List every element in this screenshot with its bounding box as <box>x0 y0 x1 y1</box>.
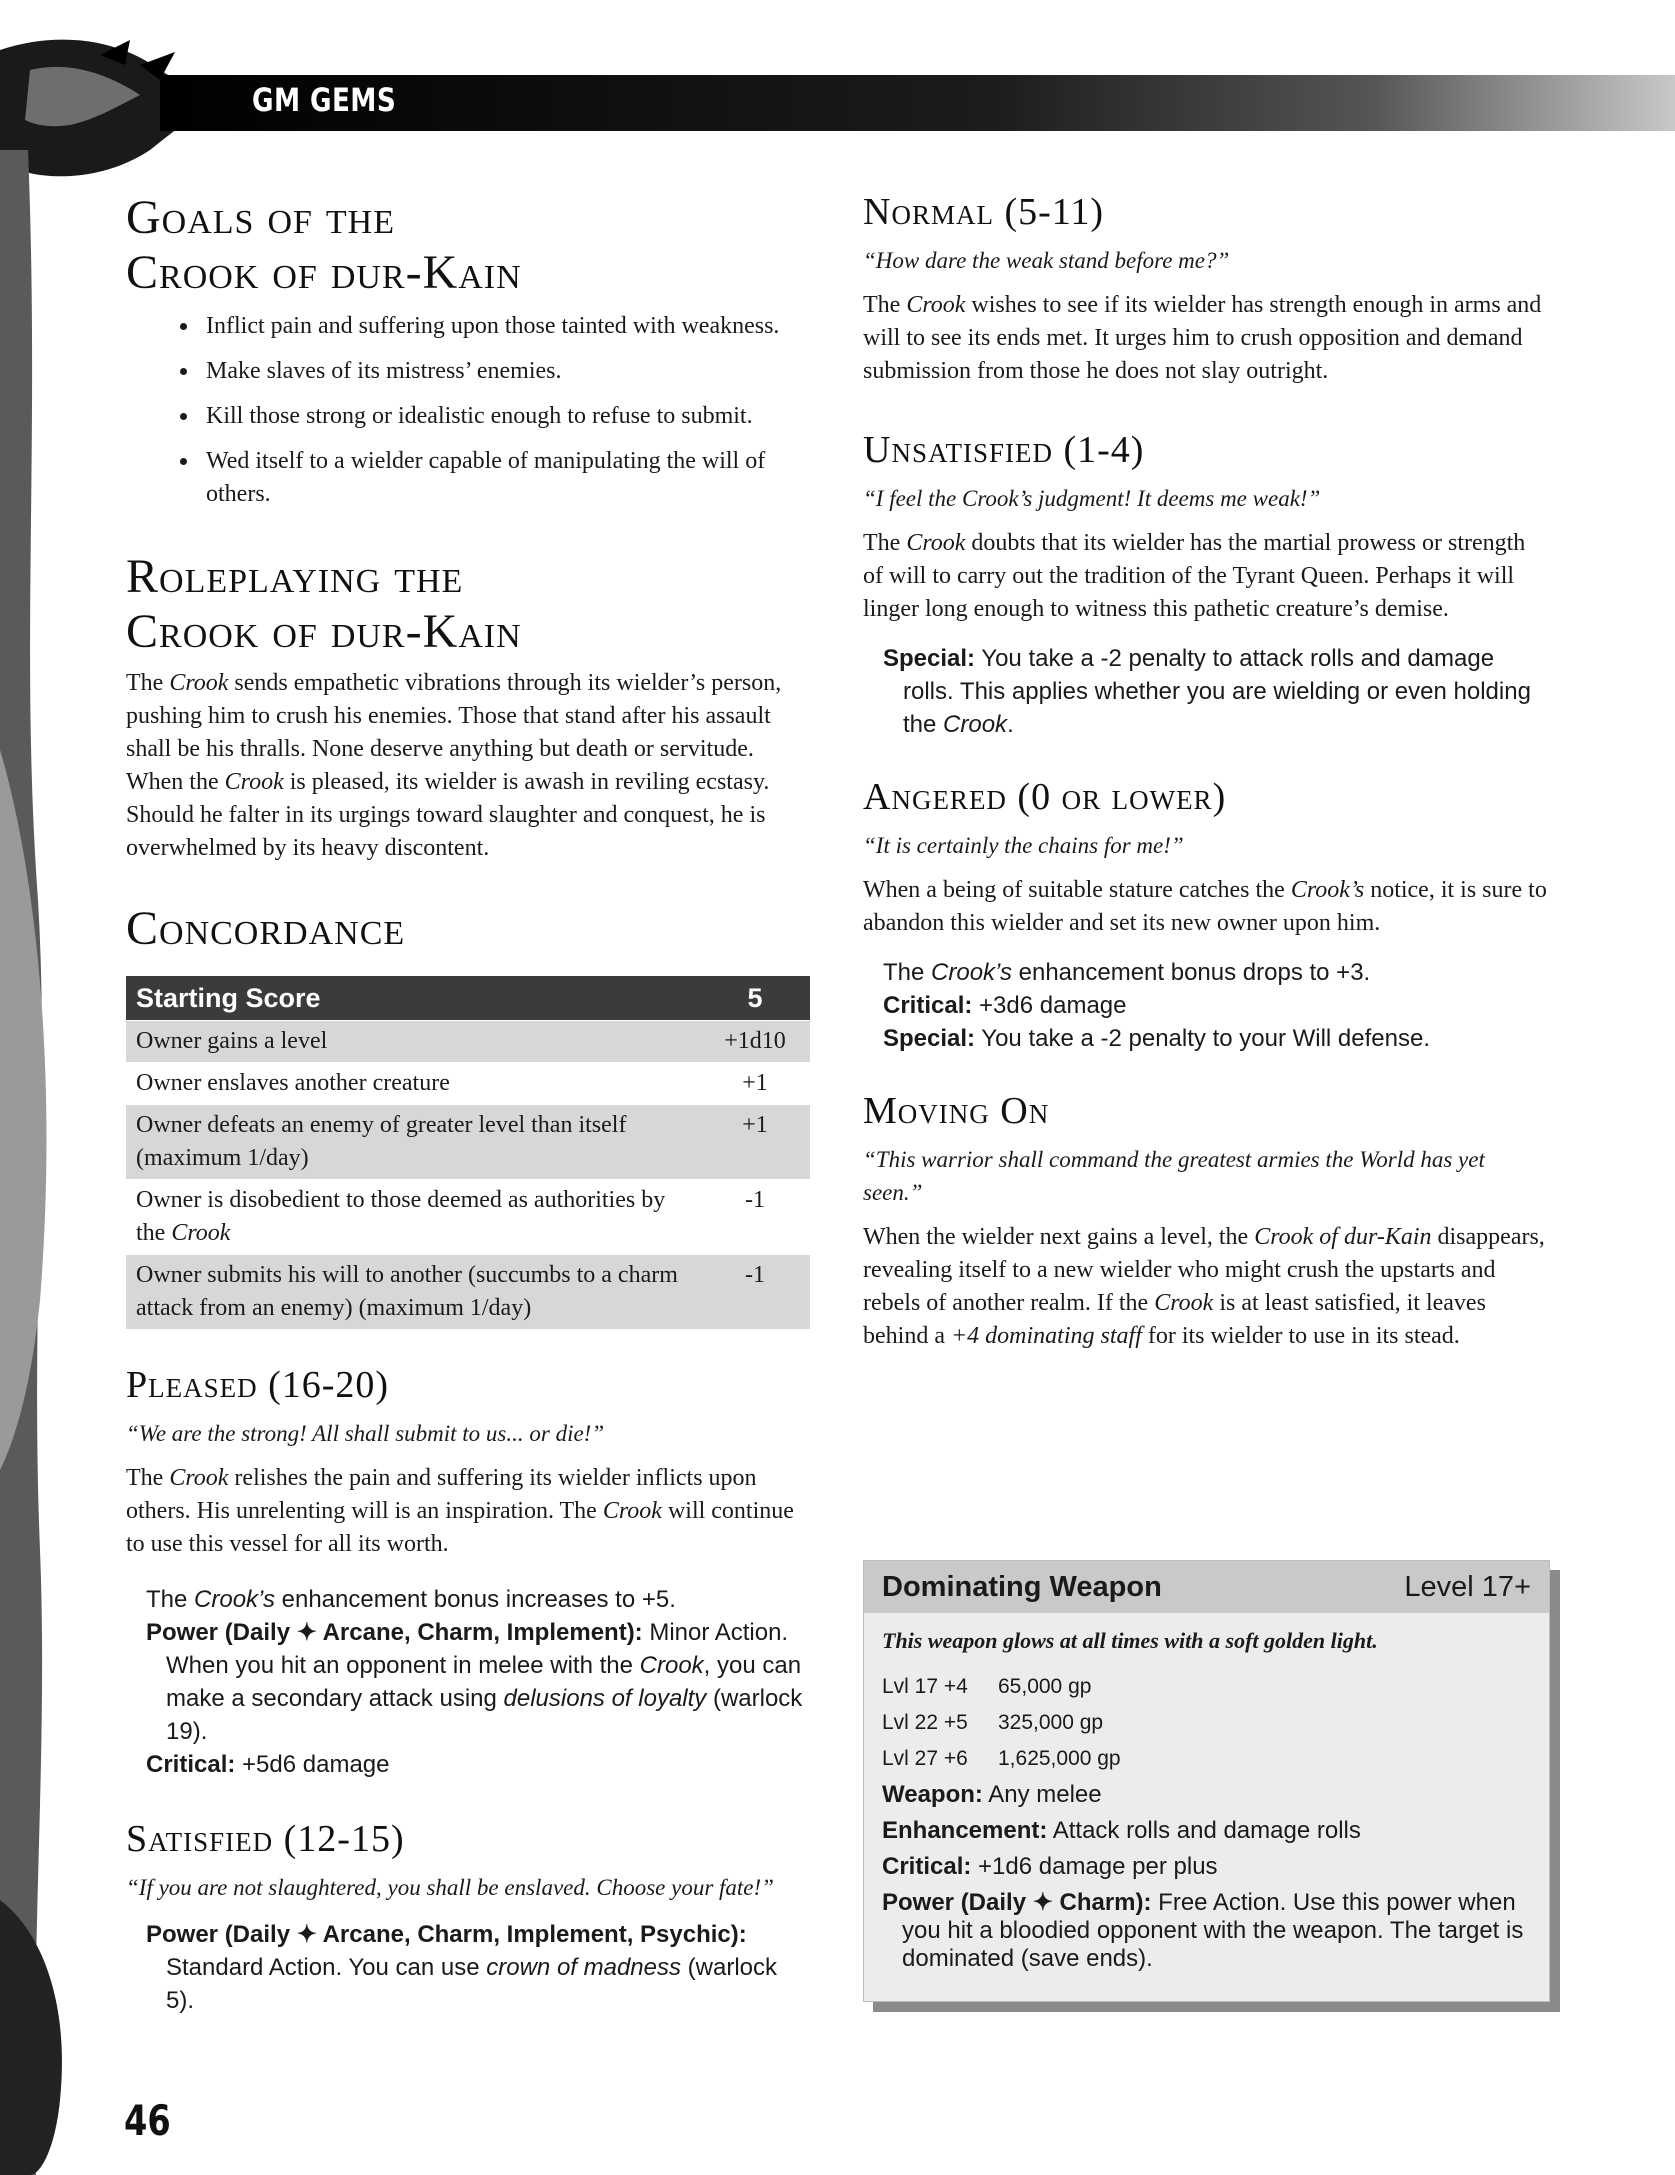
roleplaying-section <box>126 549 810 865</box>
table-cell-value: +1d10 <box>700 1021 810 1063</box>
rule-line <box>146 1918 810 2017</box>
table-cell-label <box>126 1180 700 1255</box>
roleplaying-paragraph <box>126 667 810 865</box>
item-tier-row <box>882 1705 1531 1741</box>
rule-label: Critical: <box>146 1751 236 1778</box>
goals-heading <box>126 190 810 300</box>
goals-list <box>126 310 810 511</box>
list-item: • Kill those strong or idealistic enough to refuse to submit. <box>200 400 810 433</box>
text-run-italic: Crook <box>943 711 1008 738</box>
table-row <box>126 1021 810 1063</box>
rule-label: Power (Daily ✦ Arcane, Charm, Implement, Psychic): <box>146 1921 747 1948</box>
tier-level: Lvl 27 +6 <box>882 1747 968 1770</box>
list-item: • Inflict pain and suffering upon those tainted with weakness. <box>200 310 810 343</box>
rule-label: Special: <box>883 645 976 672</box>
text-run: enhancement bonus increases to +5. <box>274 1586 676 1613</box>
moving-on-paragraph <box>863 1221 1548 1353</box>
rule-label: Power (Daily ✦ Arcane, Charm, Implement): <box>146 1619 643 1646</box>
text-run: will continue to use this vessel for all its worth. <box>126 1498 794 1557</box>
table-cell-value: +1 <box>700 1063 810 1105</box>
satisfied-heading: Satisfied (12-15) <box>126 1818 405 1860</box>
pleased-section <box>126 1363 810 1781</box>
text-run-italic: crown of madness <box>486 1954 682 1981</box>
table-cell-label: Owner gains a level <box>126 1021 700 1063</box>
text-run-italic: Crook <box>169 1465 229 1491</box>
moving-on-quote: “This warrior shall command the greatest armies the World has yet seen.” <box>863 1147 1485 1205</box>
table-row <box>126 1105 810 1180</box>
item-tier-row <box>882 1669 1531 1705</box>
text-run-italic: Crook <box>906 292 966 318</box>
rule-label: Special: <box>883 1025 976 1052</box>
rule-line <box>883 642 1548 741</box>
tier-level: Lvl 22 +5 <box>882 1711 968 1734</box>
roleplaying-heading-line2: Crook of dur-Kain <box>126 605 522 658</box>
item-level: Level 17+ <box>1404 1570 1531 1603</box>
text-run: When a being of suitable stature catches the <box>863 877 1291 903</box>
text-run: The <box>863 292 907 318</box>
text-run: Any melee <box>982 1781 1102 1808</box>
concordance-section <box>126 901 810 1329</box>
moving-on-section <box>863 1089 1548 1353</box>
text-run: The <box>126 1465 170 1491</box>
item-body <box>864 1613 1549 1981</box>
page-number: 46 <box>124 2096 171 2145</box>
text-run: doubts that its wielder has the martial prowess or strength of will to carry out the tradition of the Tyrant Queen. Perhaps it will linger long enough to witness this pathetic creature’s demise. <box>863 530 1526 622</box>
satisfied-rules <box>126 1918 810 2017</box>
text-run: You take a -2 penalty to attack rolls and damage rolls. This applies whether you are wielding or even holding the <box>903 645 1531 738</box>
table-cell-value: -1 <box>700 1255 810 1330</box>
tier-price: 65,000 gp <box>998 1675 1092 1698</box>
satisfied-section <box>126 1817 810 2017</box>
table-cell-label: Owner defeats an enemy of greater level than itself (maximum 1/day) <box>126 1105 700 1180</box>
angered-quote: “It is certainly the chains for me!” <box>863 833 1184 858</box>
tier-level: Lvl 17 +4 <box>882 1675 968 1698</box>
item-property <box>882 1889 1531 1973</box>
text-run-italic: Crook <box>171 1220 231 1246</box>
text-run-italic: Crook <box>169 670 229 696</box>
rule-line <box>146 1583 810 1616</box>
text-run: (warlock 19). <box>166 1685 803 1745</box>
rule-label: Critical: <box>882 1853 972 1880</box>
item-flavor: This weapon glows at all times with a soft golden light. <box>882 1628 1378 1653</box>
goals-section <box>126 190 810 511</box>
table-row <box>126 1180 810 1255</box>
goals-heading-line2: Crook of dur-Kain <box>126 246 522 299</box>
pleased-rules <box>126 1583 810 1781</box>
table-cell-value: -1 <box>700 1180 810 1255</box>
right-column <box>863 190 1548 1353</box>
header-title: GM GEMS <box>252 81 397 119</box>
text-run-italic: Crook’s <box>194 1586 275 1613</box>
concordance-table <box>126 976 810 1329</box>
text-run: Attack rolls and damage rolls <box>1047 1817 1361 1844</box>
rule-line <box>883 989 1548 1022</box>
moving-on-heading: Moving On <box>863 1090 1050 1132</box>
pleased-quote: “We are the strong! All shall submit to us... or die!” <box>126 1421 605 1446</box>
text-run: The <box>126 670 170 696</box>
text-run: is at least satisfied, it leaves behind a <box>863 1290 1486 1349</box>
normal-quote: “How dare the weak stand before me?” <box>863 248 1230 273</box>
text-run-italic: Crook of dur-Kain <box>1254 1224 1432 1250</box>
angered-rules <box>863 956 1548 1055</box>
item-property <box>882 1849 1531 1885</box>
text-run: sends empathetic vibrations through its wielder’s person, pushing him to crush his enemies. Those that stand after his assault shall be his thralls. None deserve anything but death or servitude. When the <box>126 670 782 795</box>
text-run-italic: delusions of loyalty <box>503 1685 707 1712</box>
text-run: +3d6 damage <box>972 992 1127 1019</box>
list-item: • Make slaves of its mistress’ enemies. <box>200 355 810 388</box>
table-header-value: 5 <box>700 976 810 1021</box>
concordance-heading: Concordance <box>126 902 406 955</box>
unsatisfied-quote: “I feel the Crook’s judgment! It deems me weak!” <box>863 486 1321 511</box>
list-item: • Wed itself to a wielder capable of manipulating the will of others. <box>200 445 810 511</box>
unsatisfied-rules <box>863 642 1548 741</box>
tier-price: 1,625,000 gp <box>998 1747 1121 1770</box>
header-bar <box>160 75 1675 131</box>
unsatisfied-heading: Unsatisfied (1-4) <box>863 429 1145 471</box>
text-run: Owner is disobedient to those deemed as authorities by the <box>136 1187 666 1246</box>
pleased-paragraph <box>126 1462 810 1561</box>
angered-heading: Angered (0 or lower) <box>863 776 1227 818</box>
goals-heading-line1: Goals of the <box>126 191 396 244</box>
rule-label: Weapon: <box>882 1781 983 1808</box>
rule-label: Power (Daily ✦ Charm): <box>882 1889 1152 1916</box>
item-header <box>864 1561 1549 1613</box>
text-run: enhancement bonus drops to +3. <box>1011 959 1371 986</box>
text-run: is pleased, its wielder is awash in reviling ecstasy. Should he falter in its urgings toward slaughter and conquest, he is overwhelmed by its heavy discontent. <box>126 769 770 861</box>
item-property <box>882 1777 1531 1813</box>
angered-paragraph <box>863 874 1548 940</box>
table-cell-label: Owner enslaves another creature <box>126 1063 700 1105</box>
text-run: When the wielder next gains a level, the <box>863 1224 1255 1250</box>
text-run-italic: Crook <box>602 1498 662 1524</box>
tier-price: 325,000 gp <box>998 1711 1104 1734</box>
text-run: The <box>146 1586 195 1613</box>
item-stat-block <box>863 1560 1550 2002</box>
roleplaying-heading <box>126 549 810 659</box>
text-run-italic: +4 dominating staff <box>950 1323 1142 1349</box>
text-run: Standard Action. You can use <box>166 1954 487 1981</box>
text-run-italic: Crook <box>1154 1290 1214 1316</box>
rule-label: Enhancement: <box>882 1817 1048 1844</box>
normal-section <box>863 190 1548 388</box>
text-run: +1d6 damage per plus <box>971 1853 1218 1880</box>
rule-line <box>146 1748 810 1781</box>
rule-label: Critical: <box>883 992 973 1019</box>
text-run: +5d6 damage <box>235 1751 390 1778</box>
left-column <box>126 190 810 2017</box>
angered-section <box>863 775 1548 1055</box>
text-run: notice, it is sure to abandon this wielder and set its new owner upon him. <box>863 877 1547 936</box>
rule-line <box>883 956 1548 989</box>
text-run: (warlock 5). <box>166 1954 778 2014</box>
text-run-italic: Crook’s <box>1290 877 1365 903</box>
pleased-heading: Pleased (16-20) <box>126 1364 390 1406</box>
text-run: Free Action. Use this power when you hit a bloodied opponent with the weapon. The target is dominated (save ends). <box>902 1889 1524 1972</box>
table-cell-value: +1 <box>700 1105 810 1180</box>
satisfied-quote: “If you are not slaughtered, you shall be enslaved. Choose your fate!” <box>126 1875 774 1900</box>
text-run-italic: Crook’s <box>931 959 1012 986</box>
table-header-row <box>126 976 810 1021</box>
text-run: You take a -2 penalty to your Will defense. <box>975 1025 1430 1052</box>
text-run: The <box>883 959 932 986</box>
text-run: , you can make a secondary attack using <box>166 1652 802 1712</box>
table-row <box>126 1063 810 1105</box>
normal-paragraph <box>863 289 1548 388</box>
text-run: The <box>863 530 907 556</box>
unsatisfied-paragraph <box>863 527 1548 626</box>
text-run-italic: Crook <box>224 769 284 795</box>
side-border-ornament <box>0 150 120 2175</box>
text-run-italic: Crook <box>639 1652 704 1679</box>
text-run: for its wielder to use in its stead. <box>1141 1323 1460 1349</box>
table-cell-label: Owner submits his will to another (succumbs to a charm attack from an enemy) (maximum 1/day) <box>126 1255 700 1330</box>
roleplaying-heading-line1: Roleplaying the <box>126 550 464 603</box>
normal-heading: Normal (5-11) <box>863 191 1105 233</box>
rule-line <box>883 1022 1548 1055</box>
unsatisfied-section <box>863 428 1548 741</box>
text-run: Minor Action. When you hit an opponent in melee with the <box>166 1619 789 1679</box>
rule-line <box>146 1616 810 1748</box>
text-run: relishes the pain and suffering its wielder inflicts upon others. His unrelenting will is an inspiration. The <box>126 1465 757 1524</box>
text-run: . <box>1007 711 1014 738</box>
text-run: wishes to see if its wielder has strength enough in arms and will to see its ends met. It urges him to crush opposition and demand submission from those he does not slay outright. <box>863 292 1542 384</box>
item-tier-row <box>882 1741 1531 1777</box>
item-name: Dominating Weapon <box>882 1570 1162 1603</box>
table-row <box>126 1255 810 1330</box>
text-run-italic: Crook <box>906 530 966 556</box>
item-property <box>882 1813 1531 1849</box>
text-run: disappears, revealing itself to a new wielder who might crush the upstarts and rebels of another realm. If the <box>863 1224 1545 1316</box>
table-header-label: Starting Score <box>126 976 700 1021</box>
